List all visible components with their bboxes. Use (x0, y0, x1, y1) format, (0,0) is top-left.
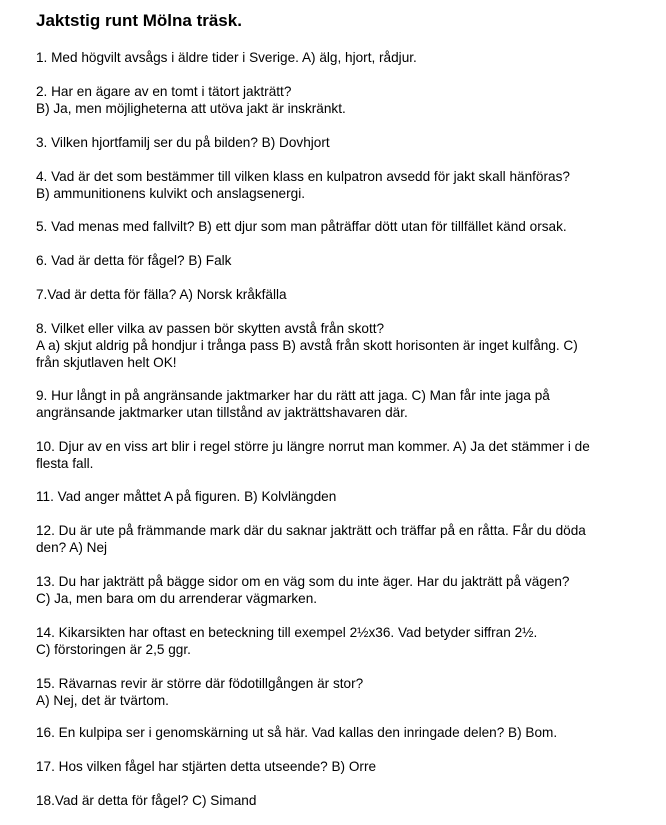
question-3 (36, 134, 646, 151)
question-14 (36, 624, 646, 658)
question-line: 1. Med högvilt avsågs i äldre tider i Sverige. A) älg, hjort, rådjur. (36, 50, 417, 65)
question-line: 3. Vilken hjortfamilj ser du på bilden? B) Dovhjort (36, 135, 330, 150)
question-6 (36, 252, 646, 269)
answer-line: flesta fall. (36, 456, 94, 471)
question-1 (36, 49, 646, 66)
question-line: 17. Hos vilken fågel har stjärten detta utseende? B) Orre (36, 759, 377, 774)
answer-line: från skjutlaven helt OK! (36, 355, 177, 370)
question-line: 2. Har en ägare av en tomt i tätort jakträtt? (36, 84, 292, 99)
question-line: 5. Vad menas med fallvilt? B) ett djur som man påträffar dött utan för tillfället känd orsak. (36, 219, 567, 234)
question-2 (36, 83, 646, 117)
answer-line: C) förstoringen är 2,5 ggr. (36, 642, 191, 657)
question-line: 13. Du har jakträtt på bägge sidor om en väg som du inte äger. Har du jakträtt på vägen? (36, 574, 570, 589)
question-11 (36, 488, 646, 505)
question-15 (36, 675, 646, 709)
question-17 (36, 758, 646, 775)
question-line: 4. Vad är det som bestämmer till vilken klass en kulpatron avsedd för jakt skall hänföras? (36, 169, 570, 184)
question-5 (36, 218, 646, 235)
question-8 (36, 320, 646, 371)
answer-line: angränsande jaktmarker utan tillstånd av jakträttshavaren där. (36, 405, 408, 420)
question-12 (36, 522, 646, 556)
answer-line: B) Ja, men möjligheterna att utöva jakt är inskränkt. (36, 101, 346, 116)
question-line: 16. En kulpipa ser i genomskärning ut så här. Vad kallas den inringade delen? B) Bom. (36, 725, 558, 740)
answer-line: den? A) Nej (36, 540, 108, 555)
question-line: 15. Rävarnas revir är större där födotillgången är stor? (36, 676, 364, 691)
question-9 (36, 387, 646, 421)
answer-line: A) Nej, det är tvärtom. (36, 693, 169, 708)
question-18 (36, 792, 646, 809)
question-7 (36, 286, 646, 303)
question-line: 14. Kikarsikten har oftast en beteckning till exempel 2½x36. Vad betyder siffran 2½. (36, 625, 538, 640)
question-13 (36, 573, 646, 607)
question-line: 11. Vad anger måttet A på figuren. B) Kolvlängden (36, 489, 337, 504)
answer-line: B) ammunitionens kulvikt och anslagsenergi. (36, 186, 305, 201)
question-16 (36, 724, 646, 741)
question-line: 9. Hur långt in på angränsande jaktmarker har du rätt att jaga. C) Man får inte jaga på (36, 388, 550, 403)
question-line: 18.Vad är detta för fågel? C) Simand (36, 793, 257, 808)
question-line: 7.Vad är detta för fälla? A) Norsk kråkfälla (36, 287, 287, 302)
question-line: 10. Djur av en viss art blir i regel större ju längre norrut man kommer. A) Ja det stämmer i de (36, 439, 590, 454)
question-line: 6. Vad är detta för fågel? B) Falk (36, 253, 232, 268)
question-4 (36, 168, 646, 202)
answer-line: A a) skjut aldrig på hondjur i trånga pass B) avstå från skott horisonten är inget kulfång. C) (36, 338, 578, 353)
question-line: 8. Vilket eller vilka av passen bör skytten avstå från skott? (36, 321, 385, 336)
question-line: 12. Du är ute på främmande mark där du saknar jakträtt och träffar på en råtta. Får du döda (36, 523, 586, 538)
question-10 (36, 438, 646, 472)
answer-line: C) Ja, men bara om du arrenderar vägmarken. (36, 591, 318, 606)
document-title: Jaktstig runt Mölna träsk. (36, 11, 242, 30)
